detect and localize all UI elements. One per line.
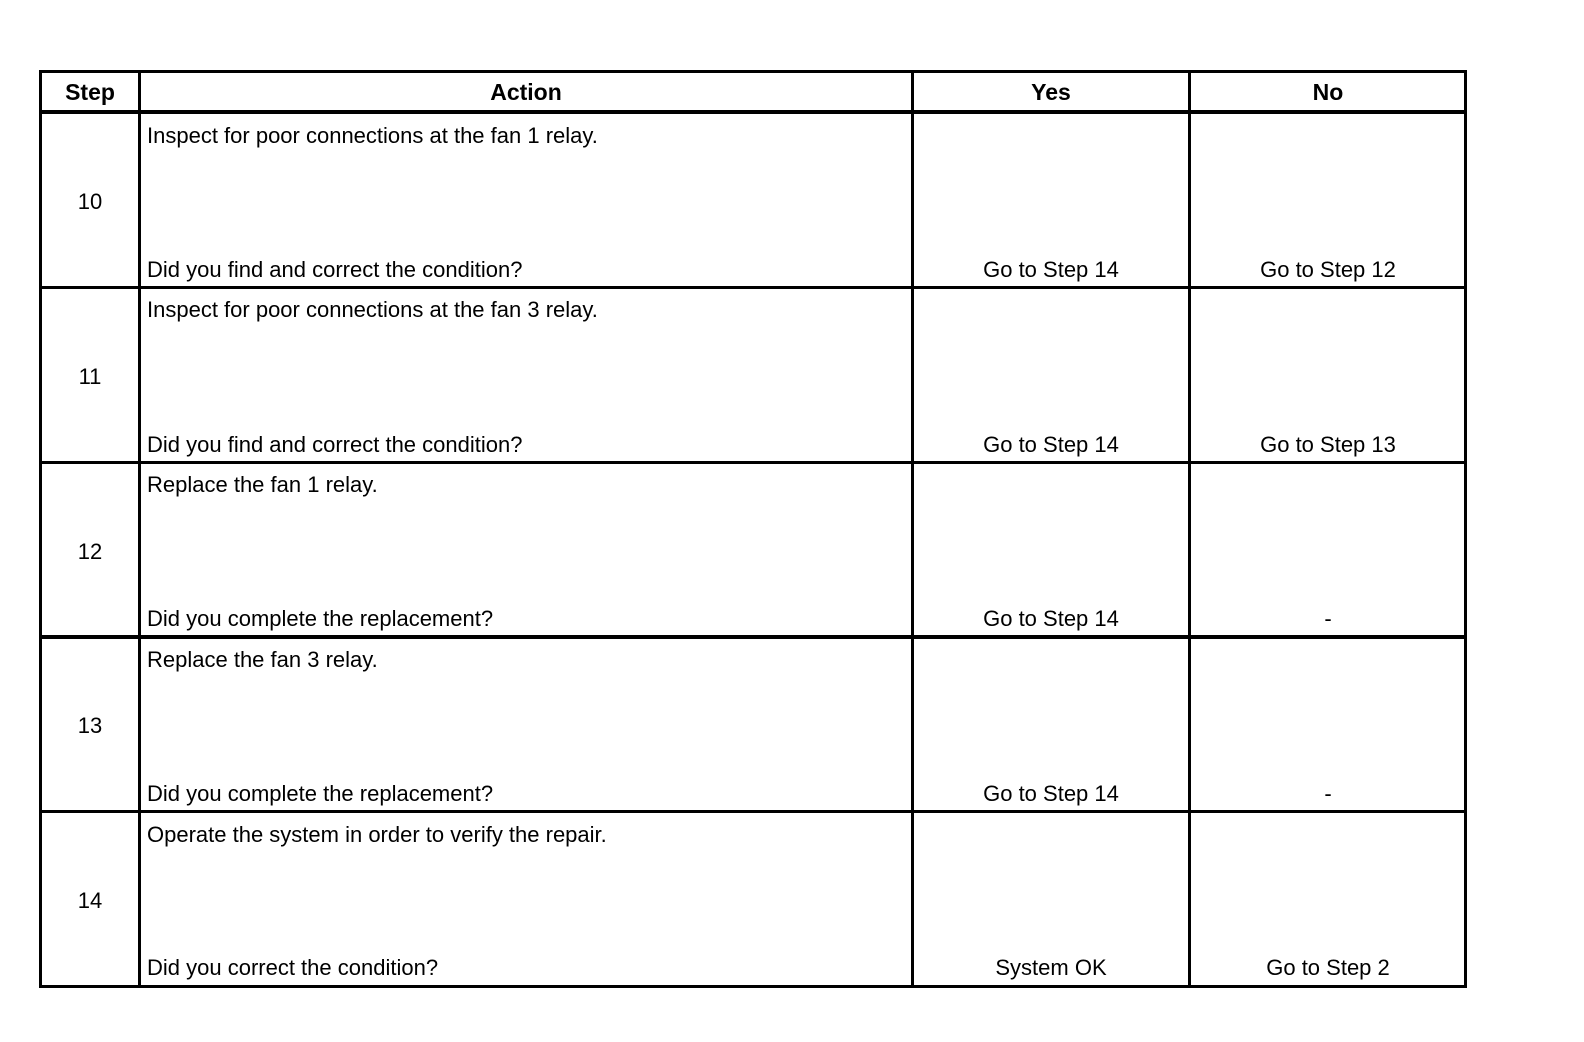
action-question: Did you find and correct the condition? (147, 257, 523, 282)
action-question: Did you complete the replacement? (147, 606, 494, 631)
row-divider (42, 635, 1464, 639)
no-result: - (1324, 606, 1332, 631)
header-no: No (1312, 79, 1344, 105)
no-result: Go to Step 12 (1260, 257, 1396, 282)
column-divider-action-yes (911, 73, 914, 985)
action-question: Did you complete the replacement? (147, 781, 494, 806)
no-result: Go to Step 13 (1260, 432, 1396, 457)
column-divider-yes-no (1188, 73, 1191, 985)
action-instruction: Replace the fan 1 relay. (147, 472, 378, 497)
row-divider (42, 810, 1464, 813)
no-result: Go to Step 2 (1266, 955, 1390, 980)
no-result: - (1324, 781, 1332, 806)
step-number: 11 (78, 364, 102, 389)
step-number: 14 (77, 888, 103, 913)
yes-result: Go to Step 14 (983, 257, 1119, 282)
yes-result: System OK (995, 955, 1107, 980)
header-action: Action (490, 79, 562, 105)
action-question: Did you correct the condition? (147, 955, 439, 980)
row-divider (42, 286, 1464, 289)
action-question: Did you find and correct the condition? (147, 432, 523, 457)
step-number: 12 (77, 539, 103, 564)
diagnostic-table (39, 70, 1467, 988)
header-divider (42, 110, 1464, 114)
column-divider-step-action (138, 73, 141, 985)
action-instruction: Inspect for poor connections at the fan 1 relay. (147, 123, 598, 148)
action-instruction: Operate the system in order to verify the repair. (147, 822, 607, 847)
yes-result: Go to Step 14 (983, 606, 1119, 631)
row-divider (42, 461, 1464, 464)
header-step: Step (65, 79, 115, 105)
step-number: 10 (77, 189, 103, 214)
header-yes: Yes (1031, 79, 1071, 105)
yes-result: Go to Step 14 (983, 432, 1119, 457)
step-number: 13 (77, 713, 103, 738)
action-instruction: Inspect for poor connections at the fan 3 relay. (147, 297, 598, 322)
action-instruction: Replace the fan 3 relay. (147, 647, 378, 672)
yes-result: Go to Step 14 (983, 781, 1119, 806)
